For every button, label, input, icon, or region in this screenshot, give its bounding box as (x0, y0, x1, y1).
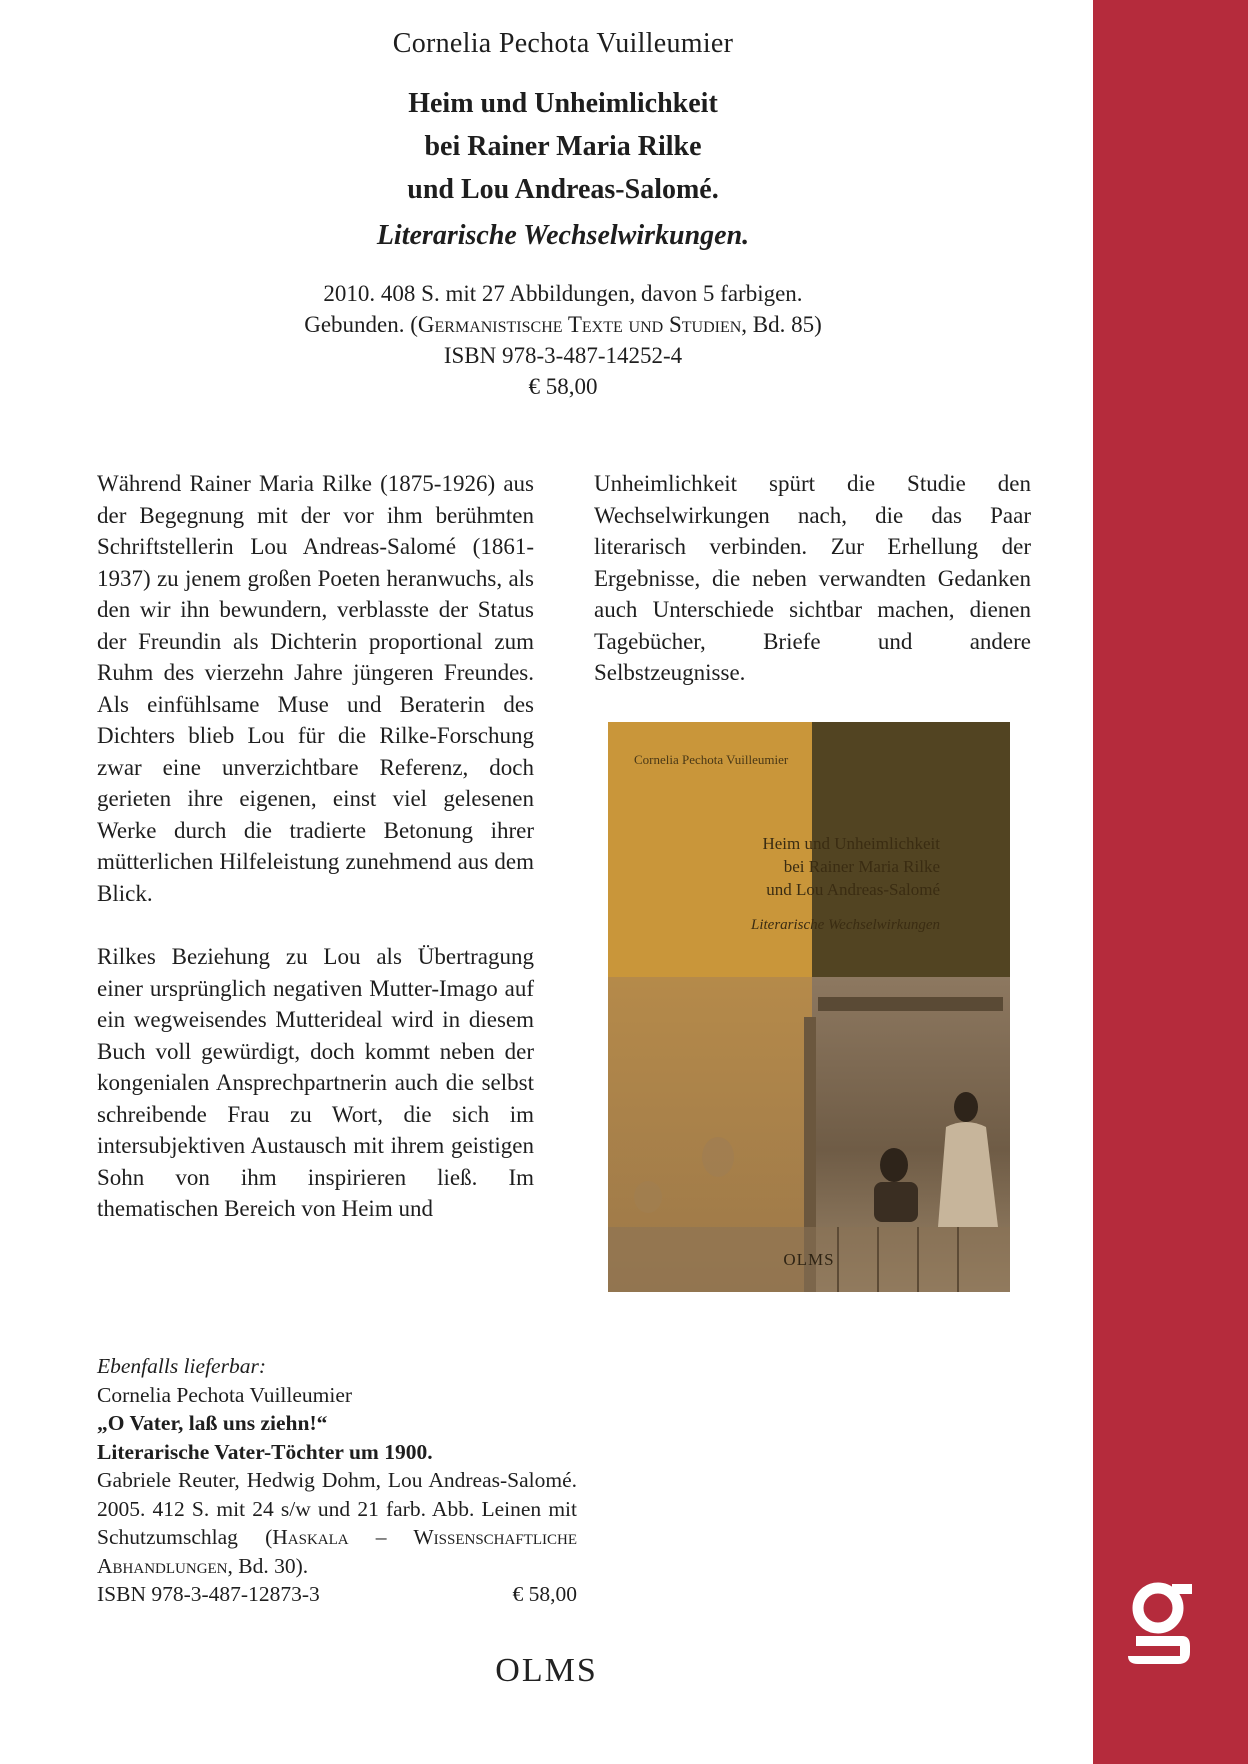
also-available-block (97, 1352, 577, 1609)
cover-publisher: OLMS (783, 1250, 835, 1269)
book-author: Cornelia Pechota Vuilleumier (392, 28, 734, 59)
olms-g-logo-icon (1122, 1580, 1194, 1670)
isbn: ISBN 978-3-487-12873-3 (97, 1582, 320, 1606)
cover-title-line: bei Rainer Maria Rilke (783, 857, 940, 876)
description-paragraph: Unheimlichkeit spürt die Studie den Wechselwirkungen nach, die das Paar literarisch verbinden. Zur Erhellung der Ergebnisse, die neben verwandten Gedanken auch Unterschiede sichtbar machen, dienen Tagebücher, Briefe und andere Selbstzeugnisse. (594, 471, 1031, 685)
description-paragraph: Während Rainer Maria Rilke (1875-1926) aus der Begegnung mit der vor ihm berühmten Schriftstellerin Lou Andreas-Salomé (1861-1937) zu jenem großen Poeten heranwuchs, als den wir ihn bewundern, verblasste der Status der Freundin als Dichterin proportional zum Ruhm des vierzehn Jahre jüngeren Freundes. Als einfühlsame Muse und Beraterin des Dichters blieb Lou für die Rilke-Forschung zwar eine unverzichtbare Referenz, doch gerieten ihre eigenen, einst viel gelesenen Werke durch die tradierte Betonung ihrer mütterlichen Hilfeleistung zunehmend aus dem Blick. (97, 471, 534, 906)
isbn: ISBN 978-3-487-14252-4 (443, 343, 683, 368)
description-paragraph: Rilkes Beziehung zu Lou als Übertragung einer ursprünglich negativen Mutter-Imago auf ein wegweisendes Mutterideal wird in diesem Buch voll gewürdigt, doch kommt neben der kongenialen Ansprechpartnerin auch die selbst schreibende Frau zu Wort, die sich im intersubjektiven Austausch mit ihrem geistigen Sohn von ihm inspirieren ließ. Im thematischen Bereich von Heim und (97, 944, 534, 1221)
also-available-label: Ebenfalls lieferbar: (97, 1354, 266, 1378)
red-sidebar (1093, 0, 1248, 1764)
cover-author: Cornelia Pechota Vuilleumier (634, 752, 789, 767)
title-line: bei Rainer Maria Rilke (424, 131, 702, 162)
series-name: Germanistische Texte und Studien (417, 312, 742, 337)
also-available-description: Gabriele Reuter, Hedwig Dohm, Lou Andreas-Salomé. 2005. 412 S. mit 24 s/w und 21 farb. Abb. Leinen mit Schutzumschlag (Haskala – Wissenschaftliche Abhandlungen, Bd. 30). (97, 1468, 577, 1578)
description-left-column (97, 468, 534, 1225)
meta-line: 2010. 408 S. mit 27 Abbildungen, davon 5 farbigen. (323, 281, 803, 306)
also-available-isbn-row (97, 1580, 577, 1609)
cover-title-line: und Lou Andreas-Salomé (766, 880, 940, 899)
also-available-subtitle: Literarische Vater-Töchter um 1900. (97, 1439, 433, 1464)
also-available-title: „O Vater, laß uns ziehn!“ (97, 1411, 328, 1435)
description-right-column (594, 468, 1031, 689)
title-line: Heim und Unheimlichkeit (408, 88, 718, 119)
publisher-footer: OLMS (495, 1652, 598, 1689)
book-subtitle: Literarische Wechselwirkungen. (376, 220, 750, 251)
book-title (180, 82, 946, 211)
cover-photo-figures (608, 977, 1010, 1292)
series-name: Haskala – Wissenschaftliche Abhandlungen (97, 1525, 577, 1578)
price: € 58,00 (528, 374, 598, 399)
price: € 58,00 (512, 1582, 577, 1606)
meta-line: Gebunden. (Germanistische Texte und Studien, Bd. 85) (304, 312, 822, 337)
book-cover-image (608, 722, 1010, 1292)
cover-title-line: Heim und Unheimlichkeit (762, 834, 940, 853)
title-line: und Lou Andreas-Salomé. (407, 174, 719, 205)
book-meta (180, 278, 946, 402)
also-available-author: Cornelia Pechota Vuilleumier (97, 1382, 353, 1407)
cover-title (630, 832, 940, 901)
cover-subtitle: Literarische Wechselwirkungen (750, 917, 940, 933)
